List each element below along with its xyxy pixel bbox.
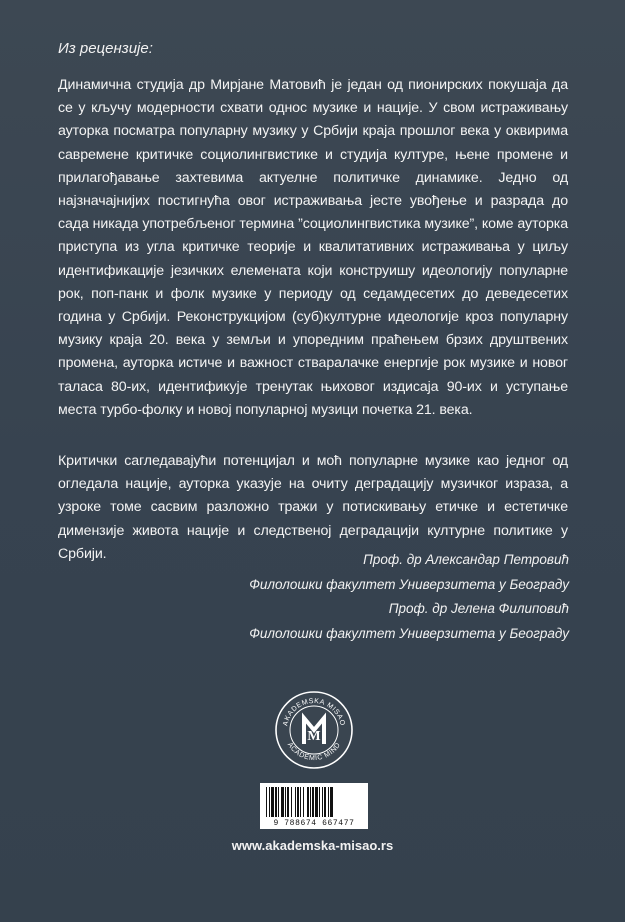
barcode-bar [287, 787, 289, 817]
barcode-digits: 9 788674 667477 [273, 819, 355, 828]
barcode-bar [278, 787, 279, 817]
barcode-bar [266, 787, 267, 817]
reviewer-name: Проф. др Јелена Филиповић [388, 601, 569, 616]
barcode-bar [330, 787, 333, 817]
barcode-bar [324, 787, 326, 817]
barcode-bar [315, 787, 318, 817]
barcode-bar [319, 787, 320, 817]
publisher-logo [274, 690, 354, 770]
logo-text-top: AKADEMSKA MISAO [282, 697, 346, 727]
barcode-bar [307, 787, 309, 817]
barcode-bar [281, 787, 284, 817]
barcode-bar [297, 787, 299, 817]
reviewer-signatures [249, 548, 569, 646]
section-label: Из рецензије: [58, 40, 153, 57]
reviewer-affiliation: Филолошки факултет Универзитета у Београду [249, 625, 569, 641]
review-paragraph: Динамична студија др Мирјане Матовић је један од пионирских покушаја да се у кључу модерности схвати однос музике и нације. У свом истраживању ауторка посматра популарну музику у Србији краја прошлог века у оквирима савремене критичке социолингвистике и студија културе, њене промене и прилагођавање захтевима актуелне политичке динамике. Једно од најзначајнијих постигнућа овог истраживања јесте увођење и разрада до сада никада употребљеног термина ”социолингвистика музике”, коме ауторка приступа из угла критичке теорије и квалитативних истраживања у циљу идентификације језичких елемената који конструишу идеологију популарне рок, поп-панк и фолк музике у периоду од седамдесетих до деведесетих година у Србији. Реконструкцијом (суб)културне идеологије кроз популарну музику краја 20. века у земљи и упоредним праћењем брзих друштвених промена, ауторка истиче и важност стваралачке енергије рок музике и новог таласа 80-их, идентификује тренутак њиховог издисаја 90-их и уступање места турбо-фолку и новој популарној музици почетка 21. века. [58, 77, 568, 418]
reviewer-affiliation: Филолошки факултет Универзитета у Београду [249, 576, 569, 592]
barcode-bar [285, 787, 286, 817]
reviewer-name: Проф. др Александар Петровић [363, 552, 569, 567]
barcode-bar [310, 787, 311, 817]
publisher-website: www.akademska-misao.rs [231, 838, 394, 853]
barcode-bar [271, 787, 274, 817]
barcode [260, 783, 368, 829]
barcode-bar [275, 787, 277, 817]
barcode-bar [295, 787, 296, 817]
barcode-bar [328, 787, 329, 817]
barcode-bar [312, 787, 314, 817]
review-paragraph: Критички сагледавајући потенцијал и моћ популарне музике као једног од огледала нације, ауторка указује на очиту деградацију музичког израза, а узроке томе сасвим разложно тражи у потискивању етичке и естетичке димензије живота нације и следственој деградацији културне политике у Србији. [58, 453, 568, 562]
barcode-bar [300, 787, 301, 817]
logo-text-bottom: ACADEMIC MIND [285, 741, 343, 763]
barcode-bar [322, 787, 323, 817]
barcode-bar [269, 787, 270, 817]
barcode-bars [266, 787, 362, 817]
barcode-bar [303, 787, 304, 817]
barcode-bar [291, 787, 292, 817]
logo-letter: M [307, 729, 321, 744]
